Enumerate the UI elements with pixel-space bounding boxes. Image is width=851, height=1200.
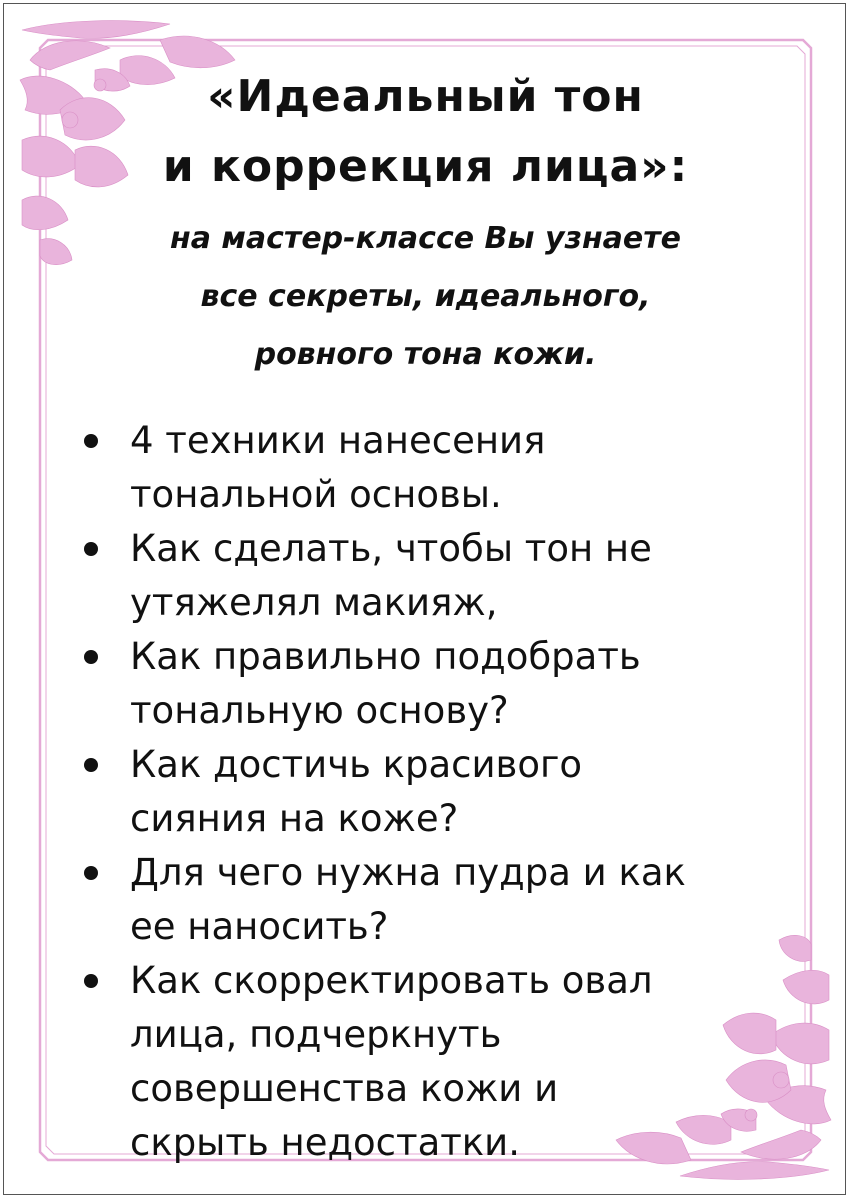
- list-item-line: сияния на коже?: [130, 797, 459, 840]
- list-item-line: ее наносить?: [130, 905, 389, 948]
- list-item-line: скрыть недостатки.: [130, 1121, 520, 1164]
- bullet-dot-icon: [84, 866, 98, 880]
- list-item-line: Для чего нужна пудра и как: [130, 851, 686, 894]
- bullet-dot-icon: [84, 974, 98, 988]
- bullet-dot-icon: [84, 650, 98, 664]
- list-item-line: Как правильно подобрать: [130, 635, 641, 678]
- subtitle: [60, 210, 791, 384]
- list-item: [60, 630, 740, 738]
- title-line-2: и коррекция лица»:: [162, 141, 689, 192]
- list-item-line: Как скорректировать овал: [130, 959, 653, 1002]
- list-item: [60, 954, 740, 1170]
- list-item-line: тональную основу?: [130, 689, 509, 732]
- subtitle-line-3: ровного тона кожи.: [254, 337, 597, 372]
- list-item-line: Как достичь красивого: [130, 743, 583, 786]
- list-item-line: 4 техники нанесения: [130, 419, 546, 462]
- bullet-dot-icon: [84, 758, 98, 772]
- list-item-line: совершенства кожи и: [130, 1067, 559, 1110]
- poster-content: [60, 62, 791, 1170]
- page-title: [60, 62, 791, 202]
- list-item-line: лица, подчеркнуть: [130, 1013, 502, 1056]
- bullet-dot-icon: [84, 542, 98, 556]
- list-item: [60, 414, 740, 522]
- subtitle-line-1: на мастер-классе Вы узнаете: [169, 221, 682, 256]
- list-item-line: утяжелял макияж,: [130, 581, 498, 624]
- list-item-line: Как сделать, чтобы тон не: [130, 527, 652, 570]
- bullet-dot-icon: [84, 434, 98, 448]
- list-item: [60, 522, 740, 630]
- subtitle-line-2: все секреты, идеального,: [200, 279, 651, 314]
- list-item-line: тональной основы.: [130, 473, 502, 516]
- title-line-1: «Идеальный тон: [207, 71, 644, 122]
- bullet-list: [60, 414, 740, 1170]
- list-item: [60, 738, 740, 846]
- list-item: [60, 846, 740, 954]
